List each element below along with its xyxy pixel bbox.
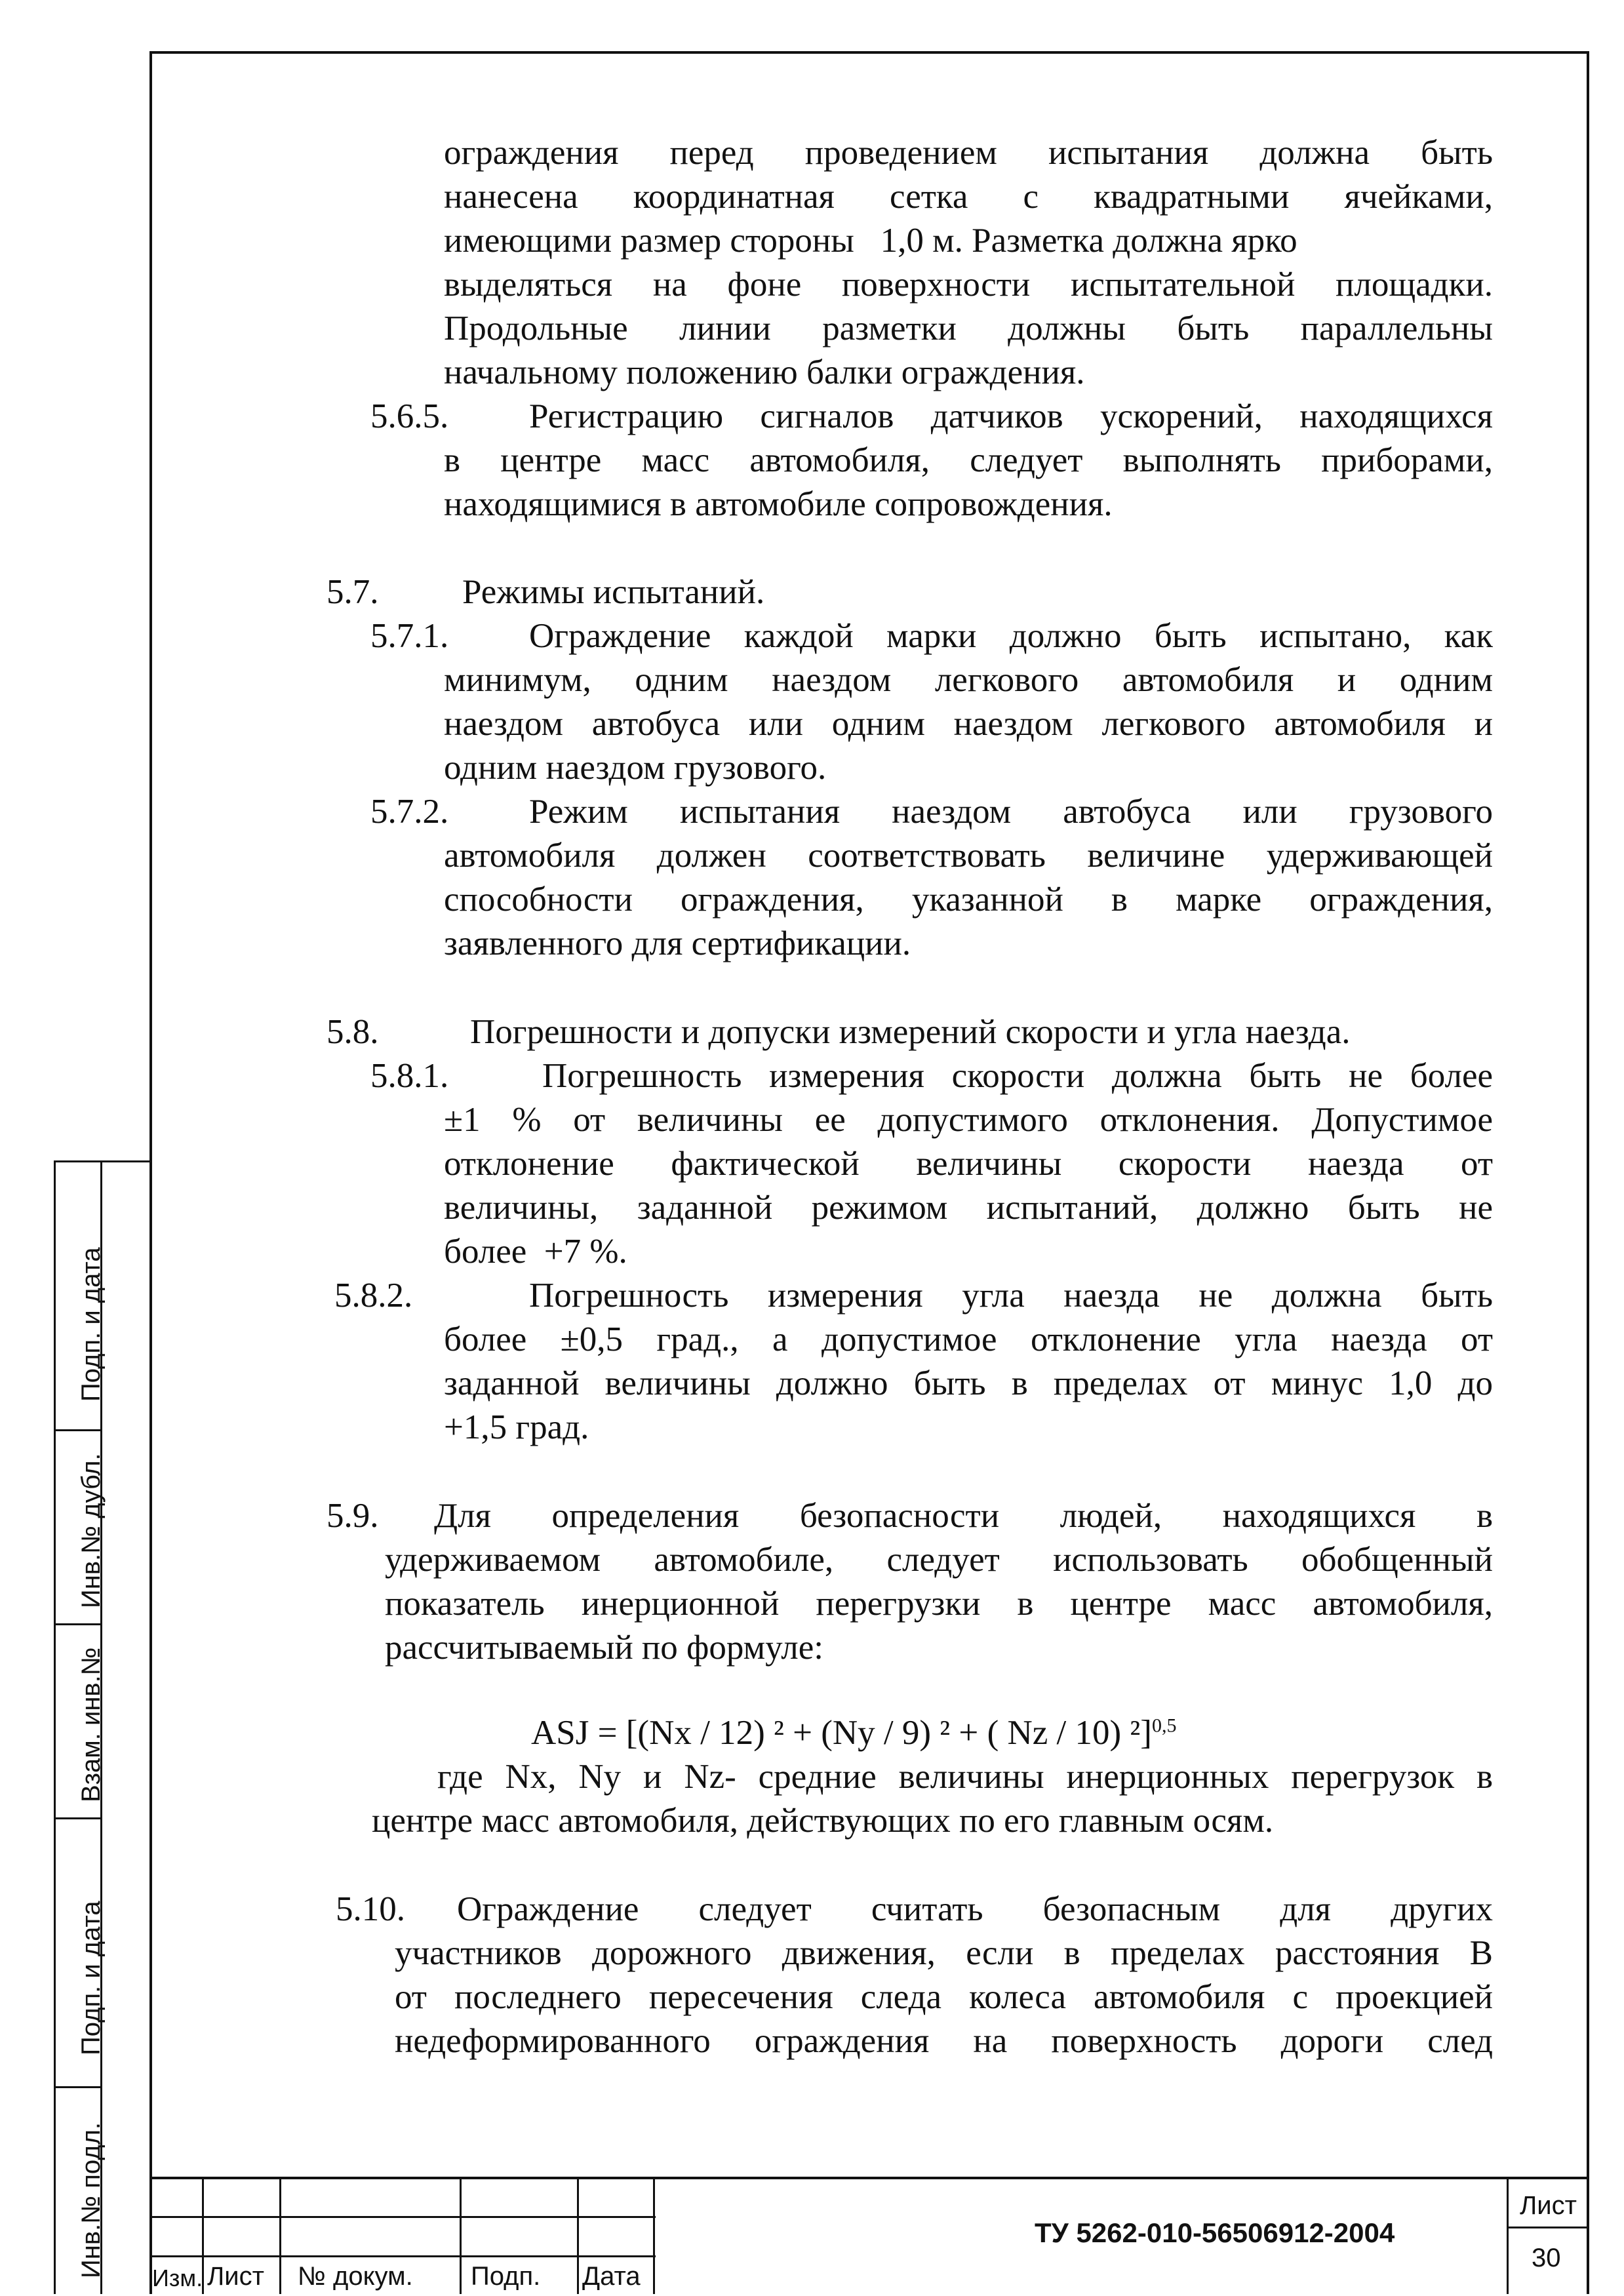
text-line: одним наездом грузового. xyxy=(444,749,827,787)
stamp-divider xyxy=(100,1162,102,2294)
text-line: заданной величины должно быть в пределах от минус 1,0 до xyxy=(444,1364,1493,1402)
text-line: удерживаемом автомобиле, следует использовать обобщенный xyxy=(385,1541,1493,1579)
text-line: величины, заданной режимом испытаний, должно быть не xyxy=(444,1189,1493,1227)
text-line: минимум, одним наездом легкового автомобиля и одним xyxy=(444,661,1493,699)
text-line: наездом автобуса или одним наездом легкового автомобиля и xyxy=(444,705,1493,743)
clause-number: 5.8.1. xyxy=(370,1057,449,1095)
clause-number: 5.7.1. xyxy=(370,617,449,655)
text-line: способности ограждения, указанной в марке ограждения, xyxy=(444,881,1493,919)
stamp-cell xyxy=(56,1162,106,1431)
stamp-label-podp-data-2: Подп. и дата xyxy=(77,1901,106,2055)
text-line: заявленного для сертификации. xyxy=(444,924,911,962)
tb-divider xyxy=(460,2179,462,2294)
tb-label-list: Лист xyxy=(207,2262,264,2291)
text-line: ±1 % от величины ее допустимого отклонения. Допустимое xyxy=(444,1101,1493,1139)
text-line: более ±0,5 град., а допустимое отклонение угла наезда от xyxy=(444,1320,1493,1358)
tb-label-n-dokum: № докум. xyxy=(298,2262,413,2291)
text-line: показатель инерционной перегрузки в центре масс автомобиля, xyxy=(385,1585,1493,1623)
text-line: Регистрацию сигналов датчиков ускорений, находящихся xyxy=(529,397,1493,435)
clause-number: 5.8.2. xyxy=(334,1277,413,1315)
text-line: ограждения перед проведением испытания должна быть xyxy=(444,134,1493,172)
tb-label-podp: Подп. xyxy=(471,2262,541,2291)
section-title: Погрешности и допуски измерений скорости и угла наезда. xyxy=(470,1013,1351,1051)
text-line: +1,5 град. xyxy=(444,1408,589,1446)
section-title: Режимы испытаний. xyxy=(462,573,765,611)
tb-label-data: Дата xyxy=(582,2262,641,2291)
text-line: рассчитываемый по формуле: xyxy=(385,1629,823,1667)
stamp-label-inv-dubl: Инв.№ дубл. xyxy=(77,1453,106,1608)
document-code: ТУ 5262-010-56506912-2004 xyxy=(1035,2217,1395,2248)
text-line: начальному положению балки ограждения. xyxy=(444,353,1085,391)
formula: ASJ = [(Nx / 12) ² + (Ny / 9) ² + ( Nz / 10) ²]$^{0,5}$ xyxy=(531,1714,1177,1752)
formula-exponent: 0,5 xyxy=(1151,1714,1177,1737)
title-block xyxy=(149,2177,1589,2294)
clause-number: 5.6.5. xyxy=(370,397,449,435)
section-number: 5.9. xyxy=(327,1497,379,1535)
text-line: нанесена координатная сетка с квадратными ячейками, xyxy=(444,178,1493,216)
stamp-label-vzam-inv: Взам. инв.№ xyxy=(77,1647,106,1802)
text-line: отклонение фактической величины скорости наезда от xyxy=(444,1145,1493,1183)
tb-divider xyxy=(279,2179,281,2294)
text-line: Для определения безопасности людей, находящихся в xyxy=(434,1497,1493,1535)
sheet-label: Лист xyxy=(1520,2191,1577,2220)
stamp-label-podp-data: Подп. и дата xyxy=(77,1247,106,1402)
stamp-cell xyxy=(56,1625,106,1819)
text-line: в центре масс автомобиля, следует выполнять приборами, xyxy=(444,441,1493,479)
tb-divider xyxy=(653,2179,655,2294)
tb-divider xyxy=(1507,2179,1509,2294)
tb-row-line xyxy=(149,2216,656,2218)
text-line: участников дорожного движения, если в пределах расстояния В xyxy=(395,1934,1493,1972)
text-line: автомобиля должен соответствовать величине удерживающей xyxy=(444,837,1493,875)
stamp-cell xyxy=(56,1431,106,1625)
section-number: 5.10. xyxy=(336,1890,405,1928)
side-stamp xyxy=(54,1160,149,2294)
text-line: Ограждение каждой марки должно быть испытано, как xyxy=(529,617,1493,655)
text-line: от последнего пересечения следа колеса автомобиля с проекцией xyxy=(395,1978,1493,2016)
stamp-cell xyxy=(56,1819,106,2088)
text-line: центре масс автомобиля, действующих по его главным осям. xyxy=(372,1802,1274,1840)
text-line: недеформированного ограждения на поверхность дороги след xyxy=(395,2022,1493,2060)
text-line: Ограждение следует считать безопасным для других xyxy=(457,1890,1493,1928)
sheet-number: 30 xyxy=(1532,2244,1561,2272)
text-line: Продольные линии разметки должны быть параллельны xyxy=(444,309,1493,347)
text-line: выделяться на фоне поверхности испытательной площадки. xyxy=(444,266,1493,304)
section-number: 5.8. xyxy=(327,1013,379,1051)
stamp-label-inv-podl: Инв.№ подл. xyxy=(77,2122,106,2278)
tb-row-line xyxy=(149,2255,656,2257)
tb-divider xyxy=(577,2179,579,2294)
text-line: более +7 %. xyxy=(444,1233,627,1271)
text-line: где Nx, Ny и Nz- средние величины инерционных перегрузок в xyxy=(437,1758,1493,1796)
text-line: Режим испытания наездом автобуса или грузового xyxy=(529,793,1493,831)
text-line: имеющими размер стороны 1,0 м. Разметка должна ярко xyxy=(444,222,1297,260)
tb-row-line xyxy=(1507,2227,1589,2228)
text-line: находящимися в автомобиле сопровождения. xyxy=(444,485,1113,523)
clause-number: 5.7.2. xyxy=(370,793,449,831)
section-number: 5.7. xyxy=(327,573,379,611)
stamp-cell xyxy=(56,2088,106,2296)
tb-label-izm: Изм. xyxy=(152,2265,203,2291)
text-line: Погрешность измерения скорости должна быть не более xyxy=(542,1057,1493,1095)
text-line: Погрешность измерения угла наезда не должна быть xyxy=(529,1277,1493,1315)
